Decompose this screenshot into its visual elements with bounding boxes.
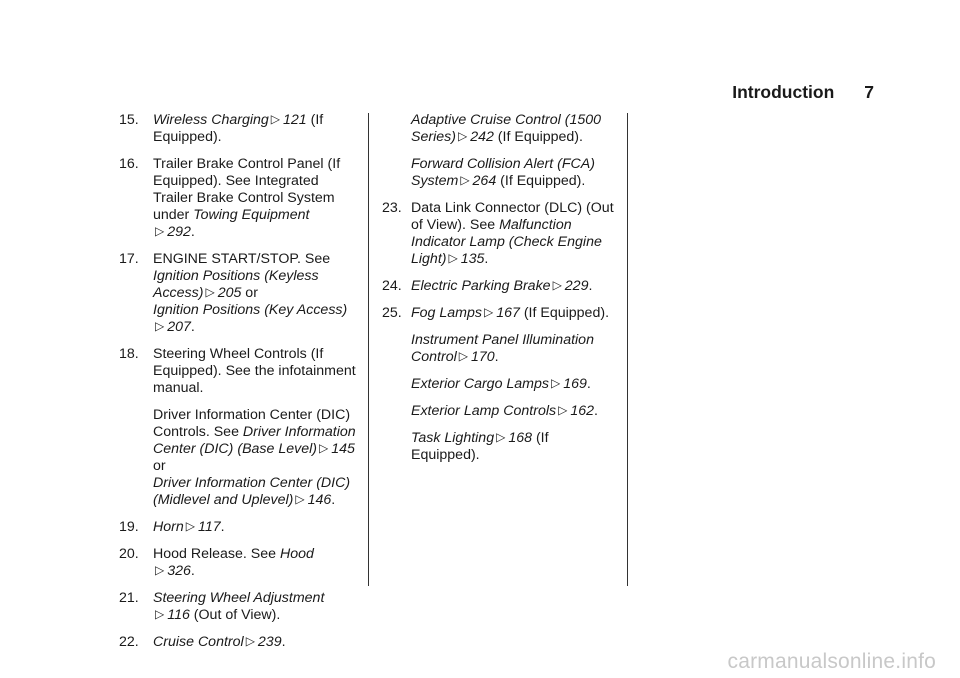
item-text: (If Equipped). <box>496 173 586 189</box>
page-reference[interactable]: 135 <box>460 251 485 267</box>
page-reference[interactable]: 162 <box>570 403 594 419</box>
item-text: . <box>588 278 593 294</box>
page-reference[interactable]: 205 <box>217 285 242 301</box>
page-reference-arrow-icon: ▷ <box>155 607 165 621</box>
list-item <box>119 519 359 536</box>
page-reference[interactable]: 146 <box>307 492 332 508</box>
item-number: 23. <box>382 200 402 216</box>
left-column <box>119 112 359 661</box>
page-reference-arrow-icon: ▷ <box>319 441 329 455</box>
page-reference[interactable]: 207 <box>167 319 191 335</box>
item-text: Hood Release. See <box>153 546 280 562</box>
page-reference-arrow-icon: ▷ <box>552 278 562 292</box>
item-number: 16. <box>119 156 139 172</box>
cross-reference[interactable]: Malfunction Indicator Lamp (Check Engine Light) <box>411 217 602 267</box>
watermark: carmanualsonline.info <box>727 650 936 673</box>
section-title: Introduction <box>732 82 835 102</box>
item-text: Trailer Brake Control Panel (If Equipped). See Integrated Trailer Brake Control System under <box>153 156 341 223</box>
page-reference[interactable]: 168 <box>508 430 532 446</box>
list-item <box>119 546 359 580</box>
list-item <box>382 403 618 420</box>
page-reference-arrow-icon: ▷ <box>496 430 506 444</box>
list-item <box>382 200 618 268</box>
page-reference-arrow-icon: ▷ <box>558 403 568 417</box>
item-text: (If Equipped). <box>411 430 549 463</box>
page-number: 7 <box>864 82 874 102</box>
cross-reference[interactable]: Forward Collision Alert (FCA) System <box>411 156 595 189</box>
item-text: . <box>190 319 195 335</box>
item-text: (Out of View). <box>189 607 281 623</box>
list-item <box>119 407 359 509</box>
page-reference-arrow-icon: ▷ <box>270 112 281 126</box>
page-reference[interactable]: 169 <box>563 376 587 392</box>
cross-reference[interactable]: Towing Equipment <box>193 207 310 223</box>
page-reference[interactable]: 229 <box>564 278 589 294</box>
item-number: 24. <box>382 278 402 294</box>
right-column <box>382 112 618 474</box>
column-divider <box>368 113 369 586</box>
page-reference-arrow-icon: ▷ <box>457 129 468 143</box>
item-text: or <box>153 458 166 474</box>
cross-reference[interactable]: Exterior Cargo Lamps <box>411 376 549 392</box>
column-divider <box>627 113 628 586</box>
item-text: . <box>190 224 195 240</box>
page-reference-arrow-icon: ▷ <box>551 376 561 390</box>
page-reference-arrow-icon: ▷ <box>295 492 305 506</box>
cross-reference[interactable]: Wireless Charging <box>153 112 269 128</box>
list-item <box>382 305 618 322</box>
list-item <box>382 332 618 366</box>
list-item <box>382 112 618 146</box>
item-number: 22. <box>119 634 139 650</box>
list-item <box>119 251 359 336</box>
item-text: . <box>586 376 591 392</box>
item-text: . <box>220 519 225 535</box>
page-reference-arrow-icon: ▷ <box>245 634 255 648</box>
list-item <box>382 278 618 295</box>
page-reference-arrow-icon: ▷ <box>155 319 165 333</box>
list-item <box>382 156 618 190</box>
page-reference-arrow-icon: ▷ <box>448 251 458 265</box>
cross-reference[interactable]: Exterior Lamp Controls <box>411 403 557 419</box>
cross-reference[interactable]: Driver Information Center (DIC) (Midlevel and Uplevel) <box>153 475 351 508</box>
cross-reference[interactable]: Horn <box>153 519 184 535</box>
cross-reference[interactable]: Instrument Panel Illumination Control <box>411 332 594 365</box>
page-reference[interactable]: 121 <box>283 112 307 128</box>
item-text: or <box>241 285 258 301</box>
list-item <box>119 156 359 241</box>
page-reference[interactable]: 170 <box>470 349 495 365</box>
cross-reference[interactable]: Hood <box>279 546 314 562</box>
cross-reference[interactable]: Ignition Positions (Key Access) <box>153 302 348 318</box>
page-reference-arrow-icon: ▷ <box>460 173 470 187</box>
item-text: (If Equipped). <box>519 305 610 321</box>
page-reference-arrow-icon: ▷ <box>155 563 165 577</box>
cross-reference[interactable]: Task Lighting <box>411 430 495 446</box>
item-number: 15. <box>119 112 139 128</box>
page-reference-arrow-icon: ▷ <box>458 349 468 363</box>
cross-reference[interactable]: Steering Wheel Adjustment <box>153 590 325 606</box>
item-text: Driver Information Center (DIC) Controls. See <box>153 407 351 440</box>
page-reference[interactable]: 292 <box>167 224 191 240</box>
item-text: Steering Wheel Controls (If Equipped). See the infotainment manual. <box>153 346 356 396</box>
cross-reference[interactable]: Fog Lamps <box>411 305 482 321</box>
page-reference-arrow-icon: ▷ <box>483 305 494 319</box>
cross-reference[interactable]: Adaptive Cruise Control (1500 Series) <box>411 112 602 145</box>
item-number: 20. <box>119 546 139 562</box>
page-header <box>732 82 874 102</box>
page-reference-arrow-icon: ▷ <box>155 224 165 238</box>
item-number: 19. <box>119 519 139 535</box>
item-text: . <box>594 403 598 419</box>
page-reference[interactable]: 239 <box>257 634 282 650</box>
item-text: . <box>494 349 499 365</box>
list-item <box>119 346 359 397</box>
item-text: . <box>331 492 336 508</box>
item-text: . <box>190 563 195 579</box>
cross-reference[interactable]: Electric Parking Brake <box>411 278 551 294</box>
cross-reference[interactable]: Driver Information Center (DIC) (Base Level) <box>153 424 356 457</box>
list-item <box>119 590 359 624</box>
item-number: 18. <box>119 346 139 362</box>
list-item <box>119 634 359 651</box>
list-item <box>119 112 359 146</box>
page-reference[interactable]: 145 <box>331 441 355 457</box>
page-reference[interactable]: 117 <box>198 519 221 535</box>
item-number: 25. <box>382 305 402 321</box>
page-reference[interactable]: 167 <box>496 305 520 321</box>
cross-reference[interactable]: Ignition Positions (Keyless Access) <box>153 268 319 301</box>
list-item <box>382 430 618 464</box>
item-text: . <box>484 251 489 267</box>
list-item <box>382 376 618 393</box>
item-text: ENGINE START/STOP. See <box>153 251 331 267</box>
page-reference[interactable]: 116 <box>167 607 190 623</box>
cross-reference[interactable]: Cruise Control <box>153 634 244 650</box>
page-reference-arrow-icon: ▷ <box>205 285 215 299</box>
item-number: 17. <box>119 251 139 267</box>
page-reference-arrow-icon: ▷ <box>185 519 195 533</box>
page-reference[interactable]: 326 <box>167 563 191 579</box>
item-number: 21. <box>119 590 139 606</box>
item-text: (If Equipped). <box>153 112 324 145</box>
item-text: . <box>281 634 286 650</box>
item-text: Data Link Connector (DLC) (Out of View). See <box>411 200 614 233</box>
page-reference[interactable]: 242 <box>470 129 494 145</box>
item-text: (If Equipped). <box>493 129 583 145</box>
page-reference[interactable]: 264 <box>472 173 497 189</box>
